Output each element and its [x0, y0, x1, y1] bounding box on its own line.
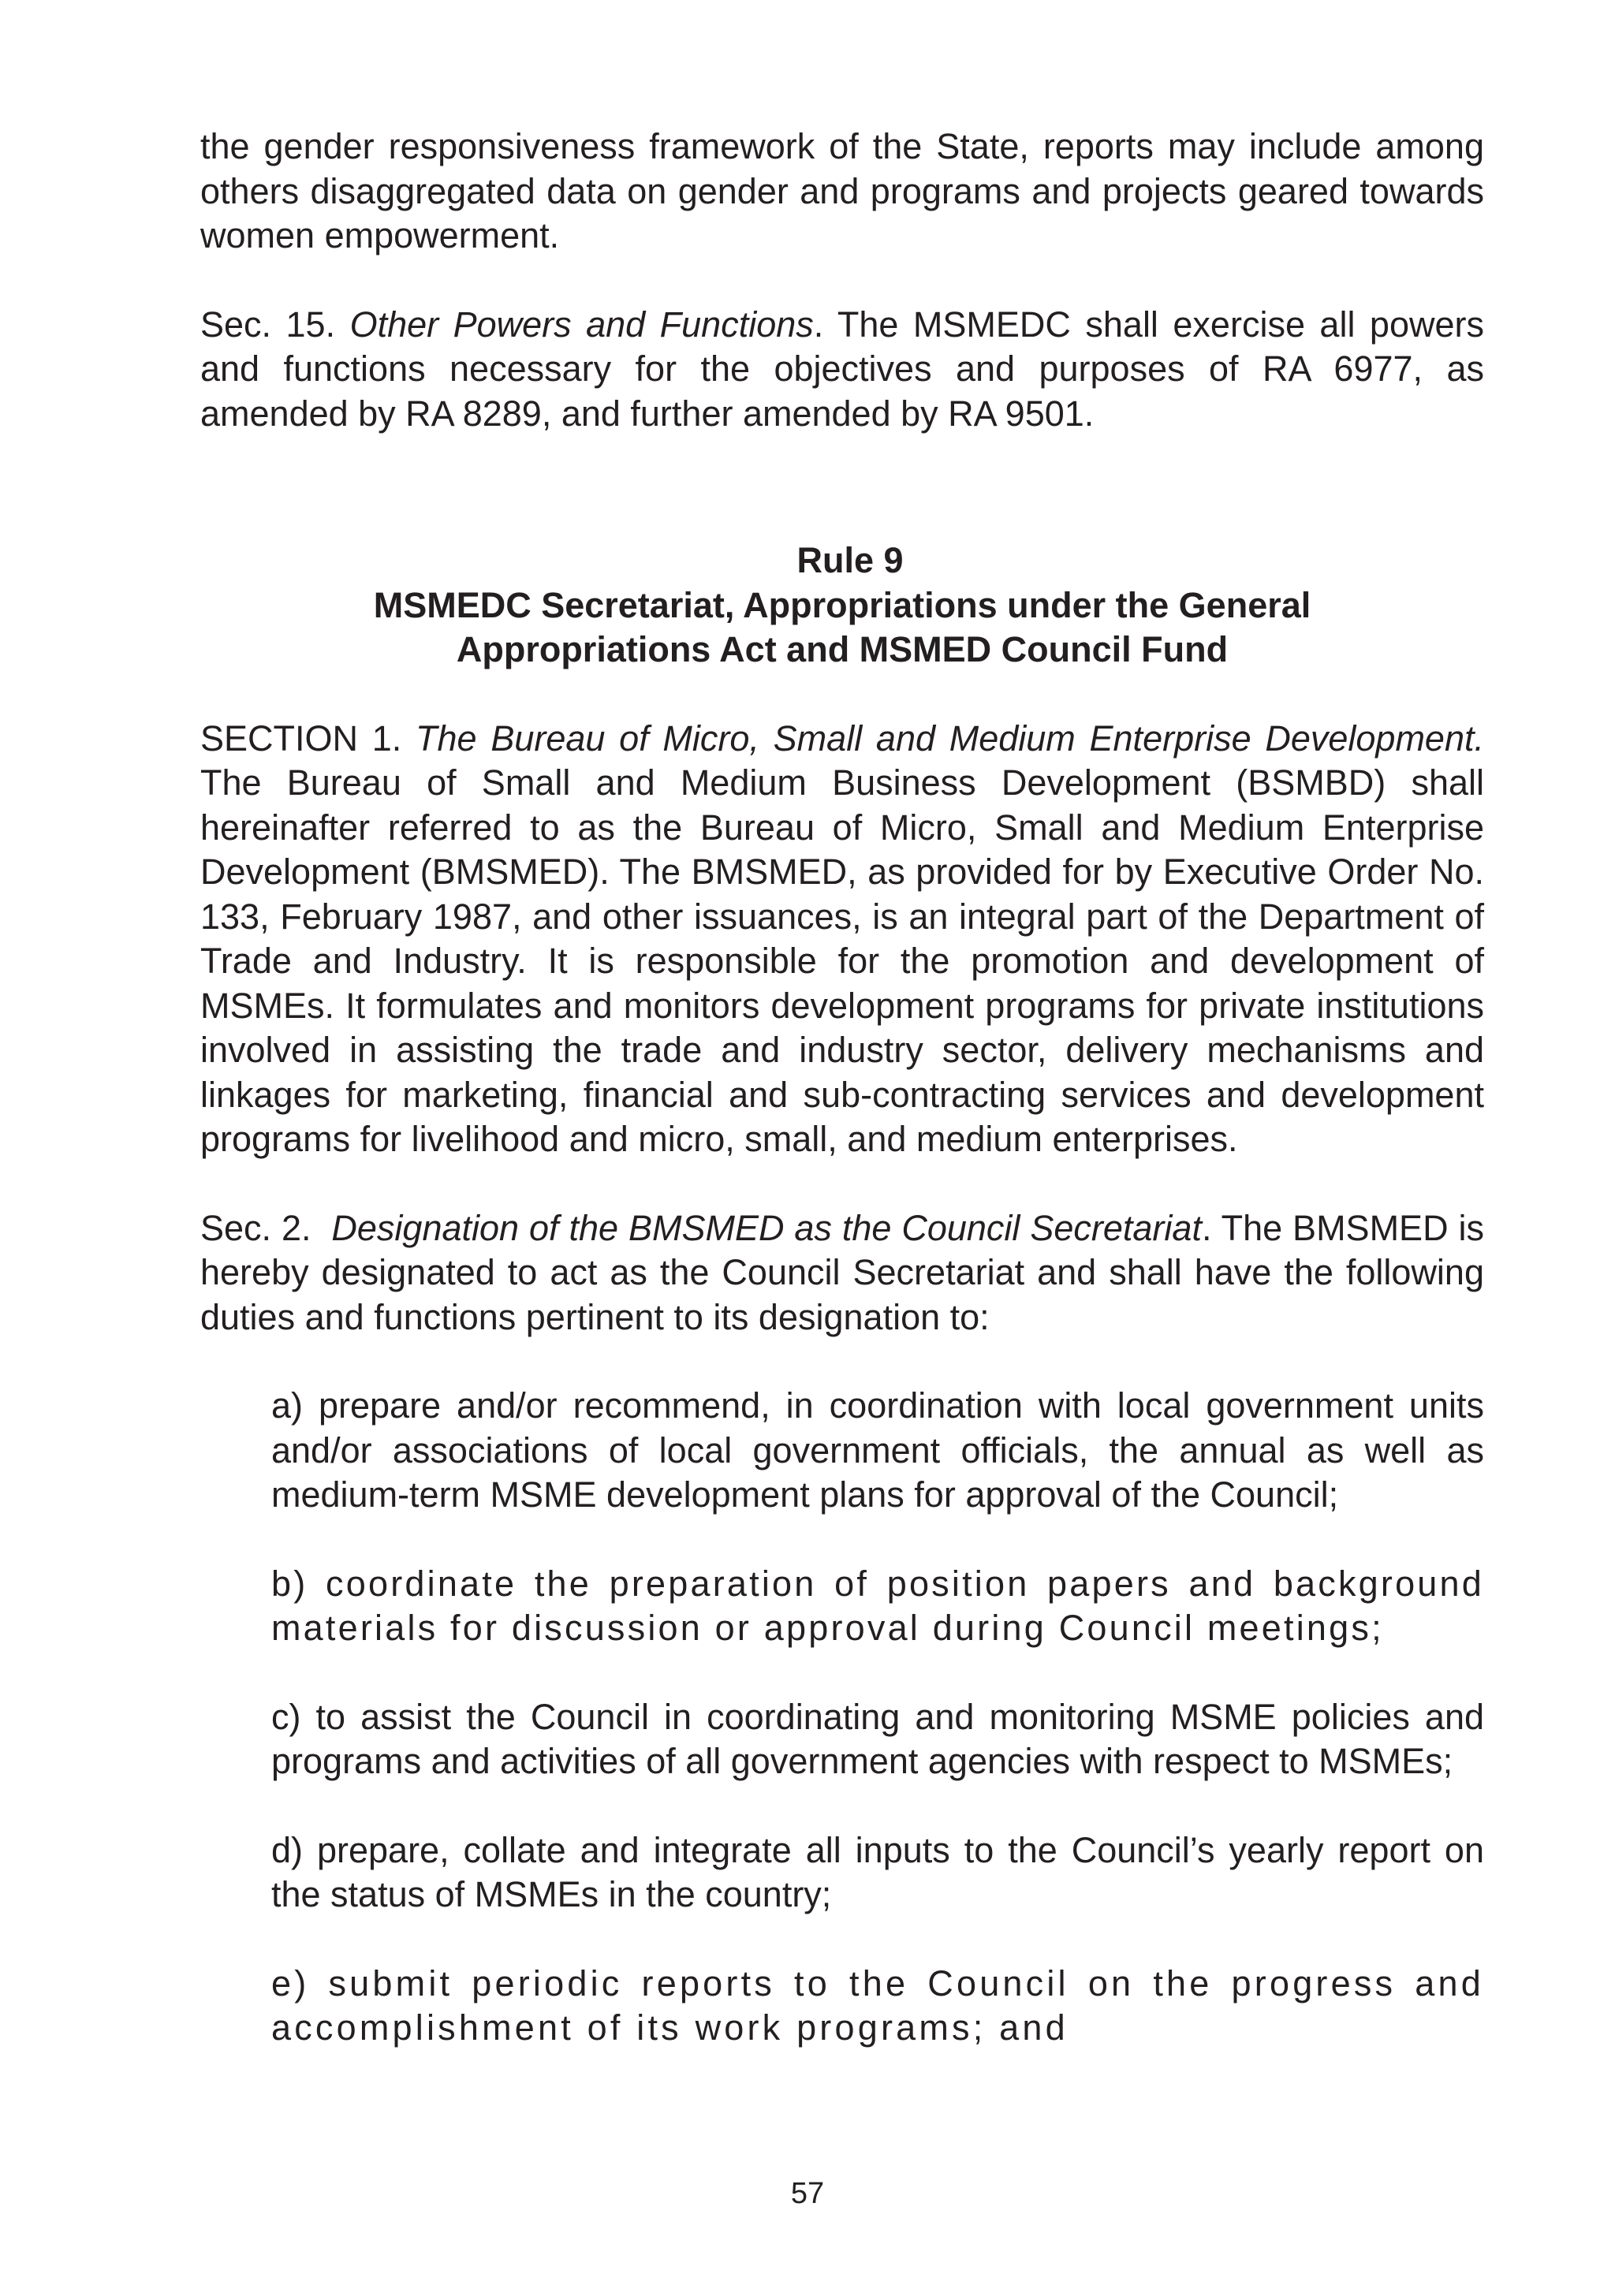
sec2-paragraph	[200, 1206, 1484, 1340]
sec15-paragraph	[200, 303, 1484, 437]
rule-heading	[200, 539, 1484, 673]
sec2-body: . The BMSMED is hereby designated to act as the Council Secretariat and shall have the following duties and functions pertinent to its designation to:	[200, 1207, 1484, 1337]
duty-item-a: a) prepare and/or recommend, in coordination with local government units and/or associations of local government officials, the annual as well as medium-term MSME development plans for approval of the Council;	[271, 1385, 1484, 1515]
rule-title-line2: Appropriations Act and MSMED Council Fund	[456, 629, 1229, 669]
section1-label: SECTION 1.	[200, 718, 402, 758]
duty-item-d: d) prepare, collate and integrate all inputs to the Council’s yearly report on the status of MSMEs in the country;	[271, 1829, 1484, 1914]
duty-item-c: c) to assist the Council in coordinating and monitoring MSME policies and programs and activities of all government agencies with respect to MSMEs;	[271, 1696, 1484, 1781]
section1-paragraph	[200, 717, 1484, 1162]
duty-item-b: b) coordinate the preparation of position papers and background materials for discussion or approval during Council meetings;	[271, 1563, 1484, 1648]
sec2-title: Designation of the BMSMED as the Council Secretariat	[331, 1207, 1202, 1248]
intro-paragraph: the gender responsiveness framework of the State, reports may include among others disaggregated data on gender and programs and projects geared towards women empowerment.	[200, 126, 1484, 255]
rule-number: Rule 9	[796, 540, 904, 580]
page-number: 57	[790, 2177, 825, 2210]
sec15-label: Sec. 15.	[200, 304, 336, 345]
duty-item-e	[271, 1962, 1484, 2051]
duty-item-e-text: e) submit periodic reports to the Council on the progress and accomplishment of its work programs; and	[271, 1962, 1484, 2048]
rule-title-line1: MSMEDC Secretariat, Appropriations under the General	[373, 584, 1311, 625]
section1-title: The Bureau of Micro, Small and Medium Enterprise Development.	[416, 718, 1484, 758]
sec15-title: Other Powers and Functions	[349, 304, 814, 345]
duties-list	[271, 1384, 1484, 2051]
section1-body: The Bureau of Small and Medium Business Development (BSMBD) shall hereinafter referred to as the Bureau of Micro, Small and Medium Enterprise Development (BMSMED). The BMSMED, as provided for by Executive Order No. 133, February 1987, and other issuances, is an integral part of the Department of Trade and Industry. It is responsible for the promotion and development of MSMEs. It formulates and monitors development programs for private institutions involved in assisting the trade and industry sector, delivery mechanisms and linkages for marketing, financial and sub-contracting services and development programs for livelihood and micro, small, and medium enterprises.	[200, 762, 1484, 1159]
sec15-body: . The MSMEDC shall exercise all powers and functions necessary for the objectives and purposes of RA 6977, as amended by RA 8289, and further amended by RA 9501.	[200, 304, 1484, 434]
sec2-label: Sec. 2.	[200, 1207, 311, 1248]
page-content	[200, 125, 1484, 2051]
